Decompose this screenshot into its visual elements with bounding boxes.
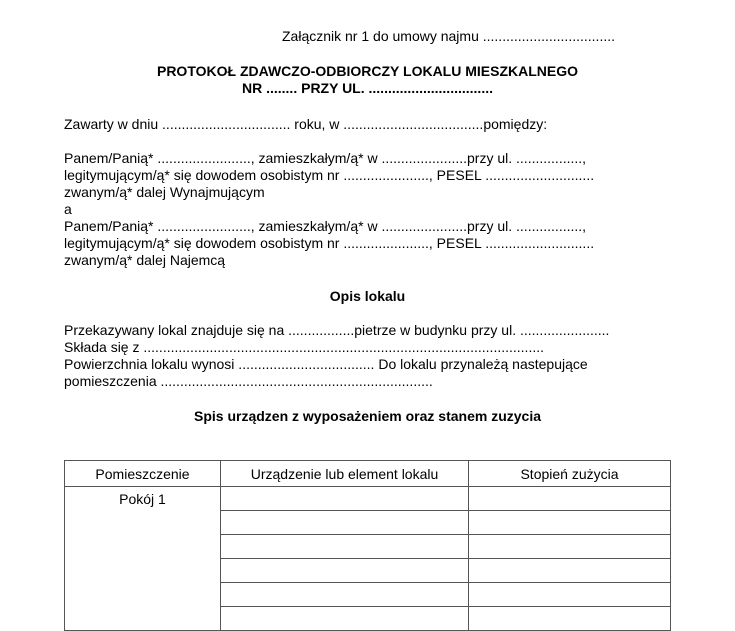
concluded-line: Zawarty w dniu ................................. roku, w ....................................pomiędzy: (64, 116, 548, 132)
device-cell[interactable] (221, 583, 469, 607)
device-cell[interactable] (221, 511, 469, 535)
wear-cell[interactable] (469, 583, 671, 607)
device-cell[interactable] (221, 535, 469, 559)
party-1-line-2: legitymującym/ą* się dowodem osobistym nr ......................, PESEL ............................ (64, 167, 595, 183)
header-device: Urządzenie lub element lokalu (221, 461, 469, 487)
party-1-line-1: Panem/Panią* ........................, zamieszkałym/ą* w ......................przy ul. ................., (64, 150, 587, 166)
device-cell[interactable] (221, 559, 469, 583)
annex-reference: Załącznik nr 1 do umowy najmu .................................. (282, 28, 615, 44)
connector-a: a (64, 201, 72, 217)
header-room: Pomieszczenie (65, 461, 221, 487)
description-line-4: pomieszczenia ...................................................................... (64, 373, 433, 389)
room-cell: Pokój 1 (65, 487, 221, 631)
table-row (65, 487, 671, 511)
table-header-row (65, 461, 671, 487)
wear-cell[interactable] (469, 487, 671, 511)
party-2-line-2: legitymującym/ą* się dowodem osobistym nr ......................, PESEL ............................ (64, 235, 595, 251)
device-cell[interactable] (221, 607, 469, 631)
description-line-2: Składa się z ....................................................................................................... (64, 339, 545, 355)
description-line-1: Przekazywany lokal znajduje się na .................pietrze w budynku przy ul. ....................... (64, 322, 610, 338)
wear-cell[interactable] (469, 559, 671, 583)
section-heading-inventory: Spis urządzen z wyposażeniem oraz stanem zuzycia (194, 408, 541, 424)
description-line-3: Powierzchnia lokalu wynosi ................................... Do lokalu przynależą nastepujące (64, 356, 588, 372)
device-cell[interactable] (221, 487, 469, 511)
party-2-line-1: Panem/Panią* ........................, zamieszkałym/ą* w ......................przy ul. ................., (64, 218, 587, 234)
header-wear: Stopień zużycia (469, 461, 671, 487)
wear-cell[interactable] (469, 535, 671, 559)
inventory-table (64, 460, 671, 631)
party-2-line-3: zwanym/ą* dalej Najemcą (64, 252, 226, 268)
wear-cell[interactable] (469, 607, 671, 631)
wear-cell[interactable] (469, 511, 671, 535)
section-heading-description: Opis lokalu (329, 288, 406, 304)
document-title-line-1: PROTOKOŁ ZDAWCZO-ODBIORCZY LOKALU MIESZKALNEGO (156, 63, 579, 79)
party-1-line-3: zwanym/ą* dalej Wynajmującym (64, 184, 265, 200)
document-title-line-2: NR ........ PRZY UL. ................................ (241, 80, 493, 96)
